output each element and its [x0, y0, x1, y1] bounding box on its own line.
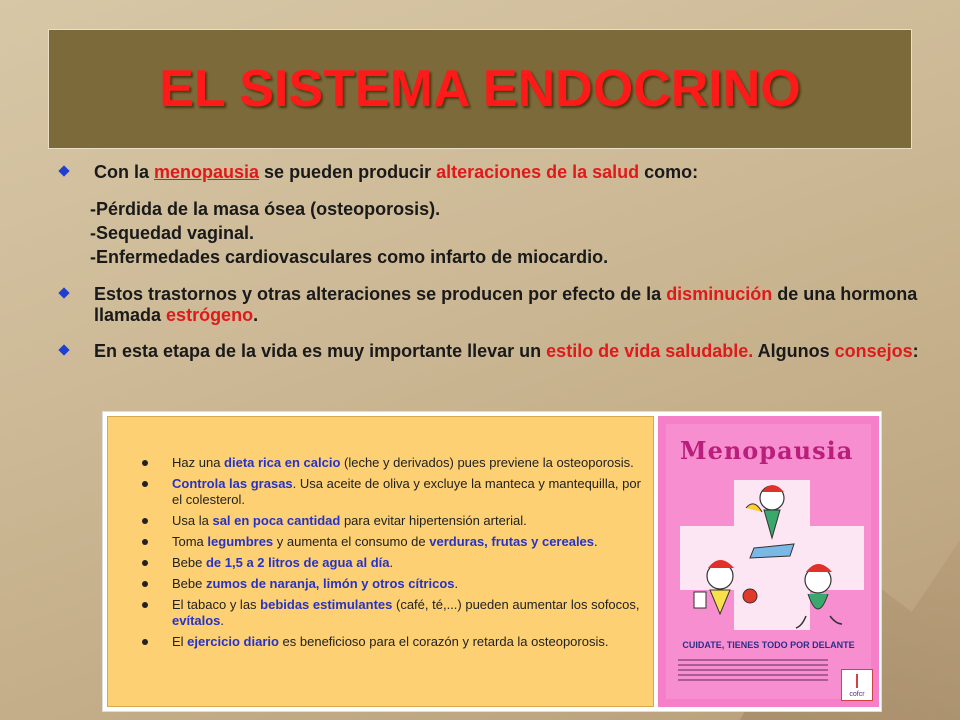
- hair-icon: [806, 564, 832, 572]
- diamond-bullet-icon: [58, 287, 69, 298]
- slide-content: [58, 162, 958, 362]
- poster-fineprint: [678, 656, 828, 684]
- bullet-menopausia: Con la menopausia se pueden producir alteraciones de la salud como:: [58, 162, 958, 183]
- svg-text:cofcr: cofcr: [849, 691, 865, 698]
- bullet-estrogeno: Estos trastornos y otras alteraciones se producen por efecto de la disminución de una hormona llamada estrógeno.: [58, 284, 958, 326]
- advice-image: [102, 411, 882, 712]
- consequence-item: -Sequedad vaginal.: [90, 223, 255, 243]
- hair-icon: [708, 560, 734, 568]
- dress-icon: [764, 510, 780, 538]
- advice-item: Usa la sal en poca cantidad para evitar hipertensión arterial.: [108, 513, 655, 529]
- apple-icon: [743, 589, 757, 603]
- puddle-icon: [750, 544, 794, 558]
- menopausia-poster: [658, 416, 879, 707]
- book-icon: [694, 592, 706, 608]
- consequences-list: [58, 197, 958, 269]
- page-title: EL SISTEMA ENDOCRINO: [159, 60, 801, 118]
- title-banner: [48, 29, 912, 149]
- bullet-estilo-de-vida: En esta etapa de la vida es muy importante llevar un estilo de vida saludable. Algunos consejos:: [58, 341, 958, 362]
- advice-panel: [107, 416, 654, 707]
- diamond-bullet-icon: [58, 165, 69, 176]
- consequence-item: -Enfermedades cardiovasculares como infarto de miocardio.: [90, 247, 609, 267]
- advice-item: El tabaco y las bebidas estimulantes (café, té,...) pueden aumentar los sofocos, evítalos.: [108, 597, 655, 629]
- poster-title: Menopausia: [680, 436, 854, 465]
- fan-icon: [746, 504, 762, 512]
- advice-item: Haz una dieta rica en calcio (leche y derivados) pues previene la osteoporosis.: [108, 455, 655, 471]
- consequence-item: -Pérdida de la masa ósea (osteoporosis).: [90, 199, 441, 219]
- advice-item: El ejercicio diario es beneficioso para el corazón y retarda la osteoporosis.: [108, 634, 655, 650]
- advice-list: [108, 455, 655, 655]
- menopausia-link[interactable]: menopausia: [154, 162, 260, 182]
- sport-outfit-icon: [808, 594, 828, 609]
- advice-item: Bebe zumos de naranja, limón y otros cítricos.: [108, 576, 655, 592]
- advice-item: Controla las grasas. Usa aceite de oliva y excluye la manteca y mantequilla, por el colesterol.: [108, 476, 655, 508]
- hair-icon: [762, 485, 784, 492]
- advice-item: Toma legumbres y aumenta el consumo de verduras, frutas y cereales.: [108, 534, 655, 550]
- advice-item: Bebe de 1,5 a 2 litros de agua al día.: [108, 555, 655, 571]
- diamond-bullet-icon: [58, 344, 69, 355]
- poster-tagline: CUIDATE, TIENES TODO POR DELANTE: [682, 640, 855, 650]
- cofcr-logo: [841, 669, 873, 701]
- dress-icon: [710, 590, 730, 614]
